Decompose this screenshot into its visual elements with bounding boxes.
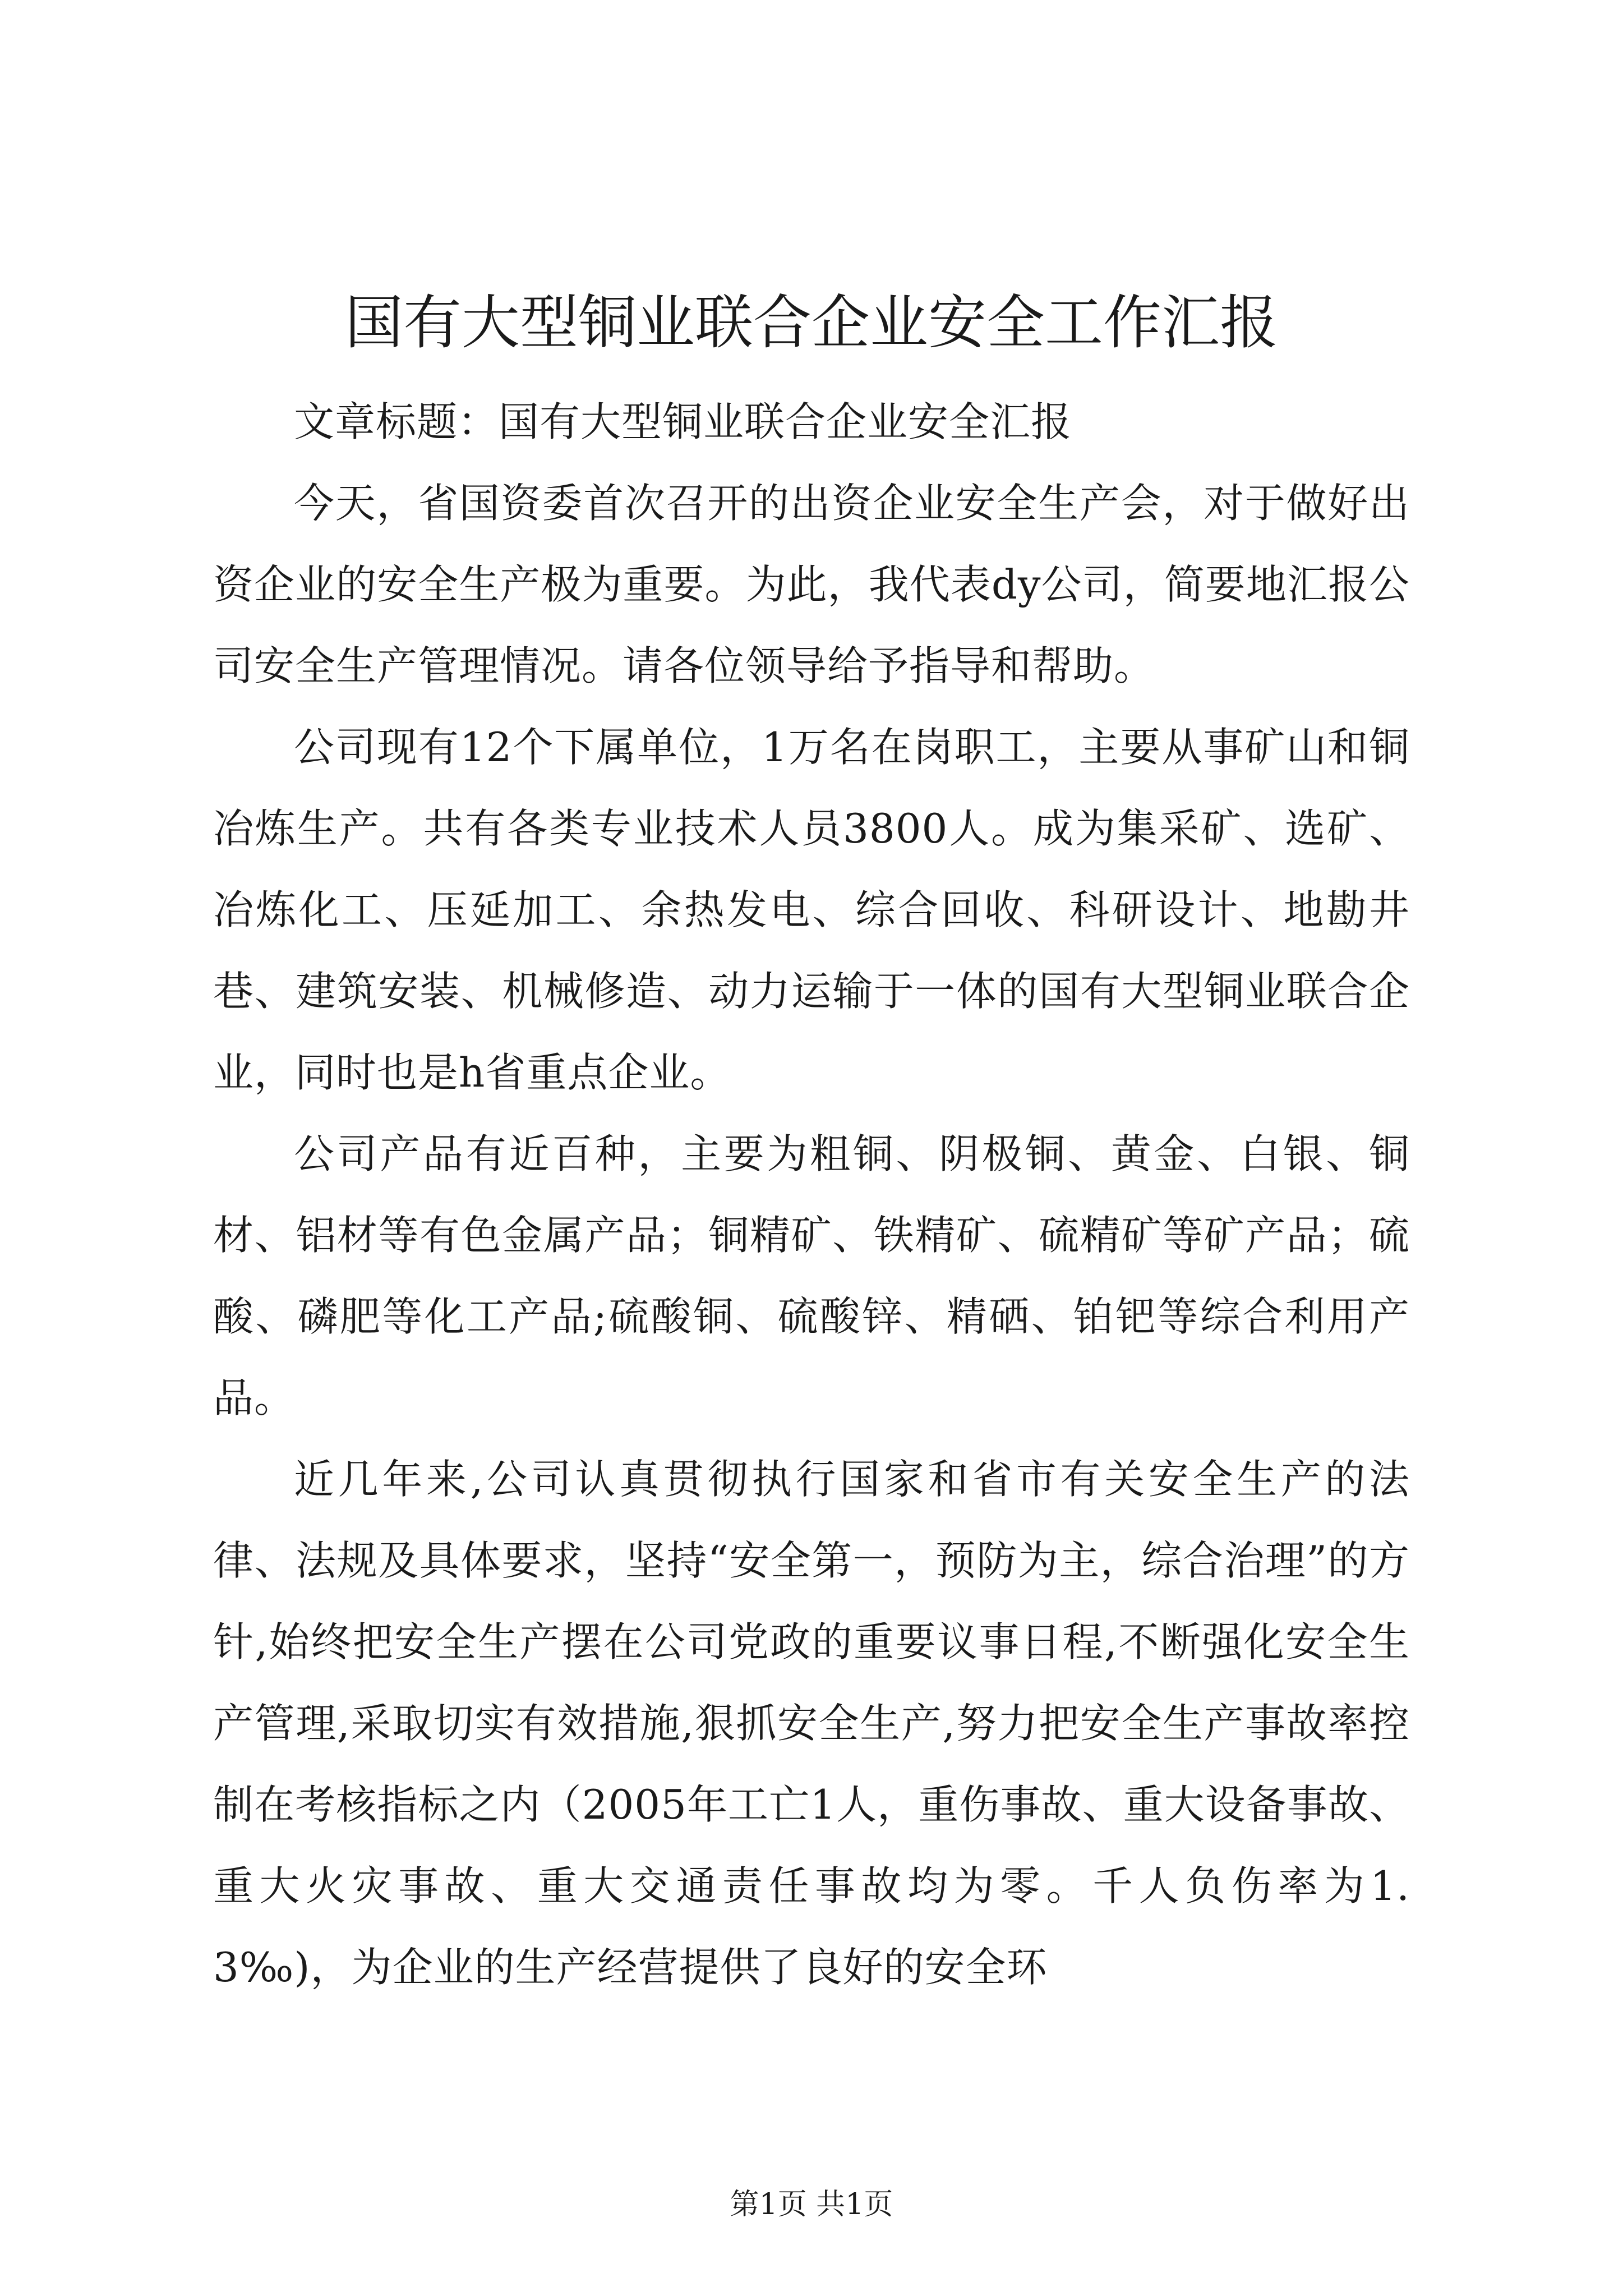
page-footer: 第1页 共1页 (730, 2188, 893, 2221)
paragraph-products: 公司产品有近百种，主要为粗铜、阴极铜、黄金、白银、铜材、铝材等有色金属产品；铜精矿、铁精矿、硫精矿等矿产品；硫酸、磷肥等化工产品;硫酸铜、硫酸锌、精硒、铂钯等综合利用产品。 (213, 1130, 1410, 1421)
paragraph-safety-record: 近几年来,公司认真贯彻执行国家和省市有关安全生产的法律、法规及具体要求，坚持“安全第一，预防为主，综合治理”的方针,始终把安全生产摆在公司党政的重要议事日程,不断强化安全生产管理,采取切实有效措施,狠抓安全生产,努力把安全生产事故率控制在考核指标之内（2005年工亡1人，重伤事故、重大设备事故、重大火灾事故、重大交通责任事故均为零。千人负伤率为1.3‰)，为企业的生产经营提供了良好的安全环 (213, 1456, 1410, 1991)
paragraph-introduction: 今天，省国资委首次召开的出资企业安全生产会，对于做好出资企业的安全生产极为重要。为此，我代表dy公司，简要地汇报公司安全生产管理情况。请各位领导给予指导和帮助。 (213, 480, 1410, 689)
document-body (213, 381, 1410, 2008)
document-title: 国有大型铜业联合企业安全工作汇报 (344, 288, 1278, 357)
paragraph-article-title: 文章标题：国有大型铜业联合企业安全汇报 (294, 398, 1072, 445)
paragraph-company-overview: 公司现有12个下属单位，1万名在岗职工，主要从事矿山和铜冶炼生产。共有各类专业技术人员3800人。成为集采矿、选矿、冶炼化工、压延加工、余热发电、综合回收、科研设计、地勘井巷、建筑安装、机械修造、动力运输于一体的国有大型铜业联合企业，同时也是h省重点企业。 (213, 724, 1410, 1096)
